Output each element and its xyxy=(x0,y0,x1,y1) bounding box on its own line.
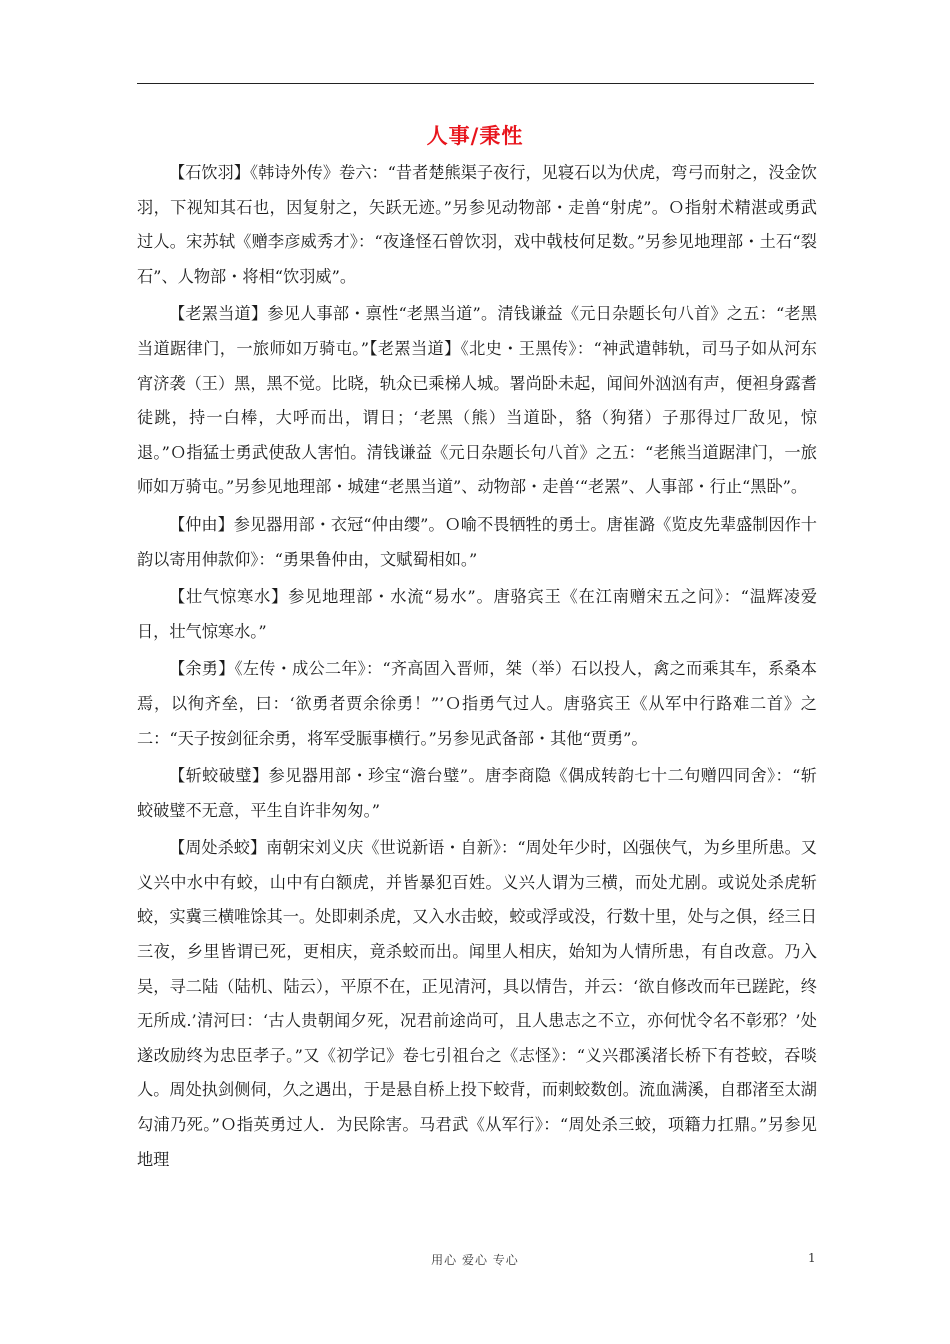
entry-head: 【周处杀蛟】 xyxy=(169,838,267,858)
entry-text: 南朝宋刘义庆《世说新语・自新》：“周处年少时，凶强侠气，为乡里所患。又义兴中水中有蛟，山中有白额虎，并皆暴犯百姓。义兴人谓为三横，而处尤剧。或说处杀虎斩蛟，实冀三横唯馀其一。处即刺杀虎，又入水击蛟，蛟或浮或没，行数十里，处与之俱，经三日三夜，乡里皆谓已死，更相庆，竟杀蛟而出。闻里人相庆，始知为人情所患，有自改意。乃入吴，寻二陆（陆机、陆云），平原不在，正见清河，具以情告，并云：‘欲自修改而年已蹉跎，终无所成.’清河曰：‘古人贵朝闻夕死，况君前途尚可，且人患志之不立，亦何忧令名不彰邪？’处遂改励终为忠臣孝子。”又《初学记》卷七引祖台之《志怪》：“义兴郡溪渚长桥下有苍蛟，吞啖人。周处执剑侧伺，久之遇出，于是悬自桥上投下蛟背，而刺蛟数创。流血满溪，自郡渚至太湖勾浦乃死。”Ｏ指英勇过人．为民除害。马君武《从军行》：“周处杀三蛟，项籍力扛鼎。”另参见地理 xyxy=(137,838,817,1169)
entry-head: 【余勇】 xyxy=(169,659,235,679)
entry-head: 【壮气惊寒水】 xyxy=(169,587,289,607)
entry-head: 【石饮羽】 xyxy=(169,163,250,182)
entry-paragraph xyxy=(137,580,817,649)
entry-paragraph xyxy=(137,831,817,1177)
entry-text: 参见器用部・衣冠“仲由缨”。Ｏ喻不畏牺牲的勇士。唐崔潞《览皮先辈盛制因作十韵以寄用伸款仰》：“勇果鲁仲由，文赋蜀相如。” xyxy=(137,514,817,569)
entry-text: 参见人事部・禀性“老黑当道”。清钱谦益《元日杂题长句八首》之五：“老黑当道踞律门，一旅师如万骑屯。”【老罴当道】《北史・王黑传》：“神武遣韩轨，司马子如从河东宵济袭（王）黑，黑不觉。比晓，轨众已乘梯人城。署尚卧未起，闻间外汹汹有声，便袒身露耆徒跳，持一白棒，大呼而出，谓日；‘老黑（熊）当道卧，貉（狗猪）子那得过厂敌见，惊退。”Ｏ指猛士勇武使敌人害怕。清钱谦益《元日杂题长句八首》之五：“老熊当道踞津门，一旅师如万骑屯。”另参见地理部・城建“老黑当道”、动物部・走兽‘“老罴”、人事部・行止“黑卧”。 xyxy=(137,304,818,497)
entry-paragraph xyxy=(137,759,817,828)
document-body xyxy=(137,156,817,1180)
page-title: 人事/秉性 xyxy=(426,123,524,148)
entry-text: 参见器用部・珍宝“澹台璧”。唐李商隐《偶成转韵七十二句赠四同舍》：“斩蛟破璧不无意，平生自许非匆匆。” xyxy=(137,766,817,820)
entry-text: 《左传・成公二年》：“齐高固入晋师，桀（举）石以投人，禽之而乘其车，系桑本焉，以徇齐垒，曰：‘欲勇者贾余徐勇！”’Ｏ指勇气过人。唐骆宾王《从军中行路难二首》之二：“天子按剑征余勇，将军受脤事横行。”另参见武备部・其他“贾勇”。 xyxy=(137,659,817,748)
entry-text: 参见地理部・水流“易水”。唐骆宾王《在江南赠宋五之问》：“温辉凌爱日，壮气惊寒水。” xyxy=(137,587,818,641)
entry-paragraph xyxy=(137,652,817,756)
entry-paragraph xyxy=(137,297,817,505)
entry-paragraph xyxy=(137,156,817,294)
entry-head: 【老罴当道】 xyxy=(169,304,268,324)
footer-motto: 用心 爱心 专心 xyxy=(431,1253,519,1267)
page-number: 1 xyxy=(808,1251,816,1265)
entry-head: 【斩蛟破璧】 xyxy=(169,766,269,786)
entry-head: 【仲由】 xyxy=(169,514,234,534)
entry-text: 《韩诗外传》卷六：“昔者楚熊渠子夜行，见寝石以为伏虎，弯弓而射之，没金饮羽，下视知其石也，因复射之，矢跃无迹。”另参见动物部・走兽“射虎”。Ｏ指射术精湛或勇武过人。宋苏轼《赠李彦威秀才》：“夜逢怪石曾饮羽，戏中戟枝何足数。”另参见地理部・土石“裂石”、人物部・将相“饮羽威”。 xyxy=(137,163,817,286)
entry-paragraph xyxy=(137,508,817,577)
header-rule xyxy=(137,83,814,84)
